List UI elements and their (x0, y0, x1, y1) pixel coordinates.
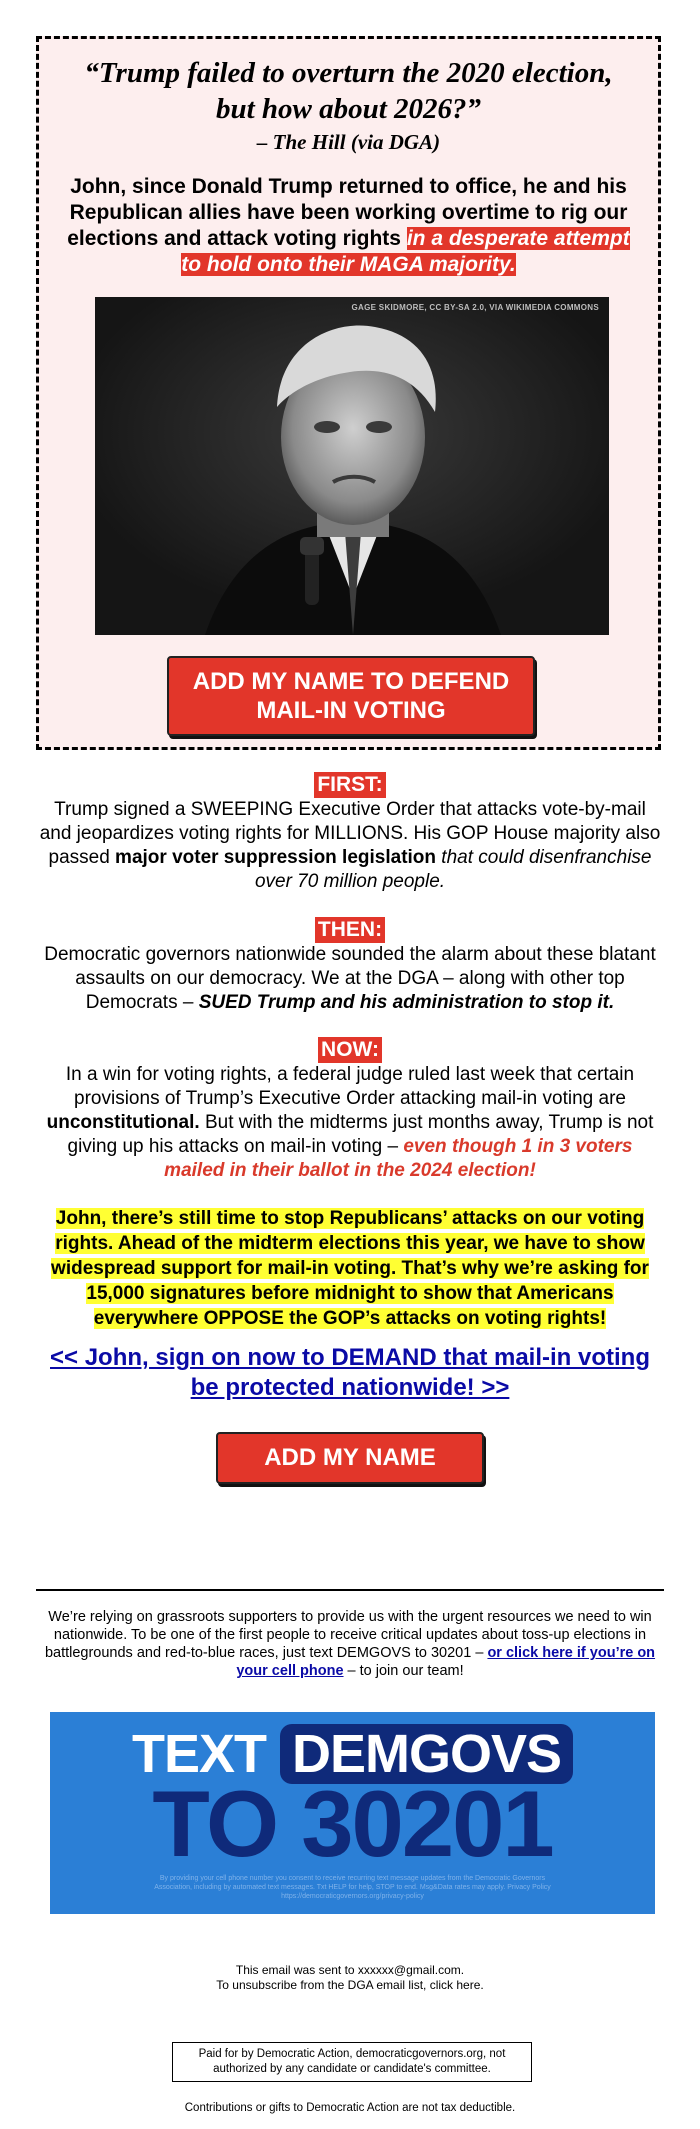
now-text-2: But with the midterms just months away, Trump is not giving up his attacks on mail-in voting – (67, 1112, 654, 1157)
banner-keyword: DEMGOVS (280, 1724, 573, 1784)
trump-photo (95, 297, 609, 635)
sign-on-link[interactable]: << John, sign on now to DEMAND that mail-in voting be protected nationwide! >> (50, 1344, 650, 1401)
banner-line-2: TO 30201 (152, 1771, 553, 1876)
then-tag: THEN: (315, 917, 385, 943)
email-notice (36, 1963, 664, 1993)
footer-text-2: – to join our team! (343, 1663, 464, 1679)
defend-mail-in-voting-button[interactable]: ADD MY NAME TO DEFEND MAIL-IN VOTING (167, 656, 535, 736)
first-tag: FIRST: (314, 772, 385, 798)
section-first (36, 772, 664, 894)
hero-quote: “Trump failed to overturn the 2020 election, but how about 2026?” (84, 57, 613, 125)
first-bold: major voter suppression legislation (115, 847, 437, 868)
banner-word-text: TEXT (131, 1724, 266, 1784)
hero-intro (55, 174, 642, 278)
appeal-text: John, there’s still time to stop Republicans’ attacks on our voting rights. Ahead of the midterm elections this year, we have to show widespread support for mail-in voting. That’s why we’re asking for 15,000 signatures before midnight to show that Americans everywhere OPPOSE the GOP’s attacks on voting rights! (51, 1208, 649, 1329)
hero-attribution: – The Hill (via DGA) (256, 130, 441, 154)
appeal-block (36, 1206, 664, 1331)
photo-credit: GAGE SKIDMORE, CC BY-SA 2.0, VIA WIKIMEDIA COMMONS (351, 303, 599, 312)
hero-box (36, 36, 661, 750)
now-bold: unconstitutional. (46, 1112, 200, 1133)
first-text: Trump signed a SWEEPING Executive Order that attacks vote-by-mail and jeopardizes voting rights for MILLIONS. His GOP House majority also passed (39, 799, 661, 868)
then-bold-italic: SUED Trump and his administration to stop it. (198, 992, 615, 1013)
section-now (36, 1037, 664, 1183)
footer-grassroots-text (36, 1608, 664, 1680)
now-tag: NOW: (318, 1037, 382, 1063)
paid-for-box: Paid for by Democratic Action, democraticgovernors.org, not authorized by any candidate or candidate's committee. (172, 2042, 532, 2082)
portrait-image (95, 297, 609, 635)
now-red-italic: even though 1 in 3 voters mailed in their ballot in the 2024 election! (164, 1136, 633, 1181)
banner-fine-print: By providing your cell phone number you consent to receive recurring text message updates from the Democratic Governors Association, including by automated text messages. Txt HELP for help, STOP to end. Msg&Data rates may apply. Privacy Policy https://democraticgovernors.org/privacy-policy (154, 1875, 551, 1900)
first-italic: that could disenfranchise over 70 million people. (254, 847, 652, 892)
now-text: In a win for voting rights, a federal judge ruled last week that certain provisions of Trump’s Executive Order attacking mail-in voting are (65, 1064, 635, 1109)
hero-intro-text: John, since Donald Trump returned to office, he and his Republican allies have been working overtime to rig our elections and attack voting rights (67, 175, 628, 250)
section-then (36, 917, 664, 1015)
sent-to-text: This email was sent to xxxxxx@gmail.com. (235, 1963, 465, 1977)
cell-phone-link[interactable]: or click here if you’re on your cell phone (236, 1645, 656, 1679)
footer-divider (36, 1589, 664, 1591)
add-my-name-button[interactable]: ADD MY NAME (216, 1432, 484, 1484)
hero-intro-highlight: in a desperate attempt to hold onto their MAGA majority. (181, 227, 630, 276)
tax-note: Contributions or gifts to Democratic Action are not tax deductible. (184, 2102, 516, 2114)
text-demgovs-banner[interactable] (50, 1712, 655, 1914)
then-text: Democratic governors nationwide sounded the alarm about these blatant assaults on our democracy. We at the DGA – along with other top Democrats – (44, 944, 656, 1013)
unsubscribe-link[interactable]: To unsubscribe from the DGA email list, click here. (216, 1978, 484, 1992)
footer-text-1: We’re relying on grassroots supporters to provide us with the urgent resources we need to win nationwide. To be one of the first people to receive critical updates about toss-up elections in battlegrounds and red-to-blue races, just text DEMGOVS to 30201 – (44, 1609, 652, 1661)
